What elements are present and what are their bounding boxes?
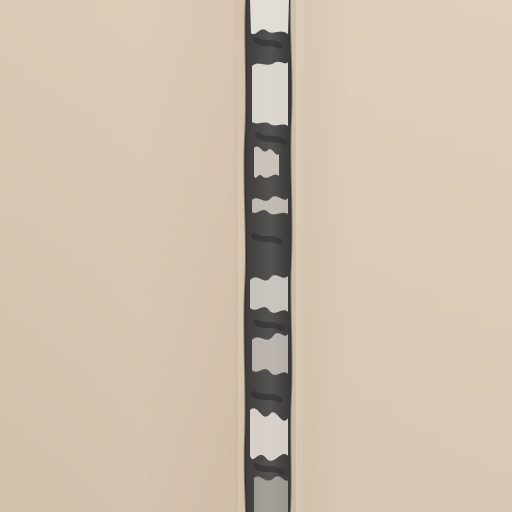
right-edge-glow <box>296 0 306 512</box>
vertical-paint-strip <box>240 0 296 512</box>
worn-patch-top <box>250 0 289 34</box>
worn-patch-upper <box>252 62 288 126</box>
left-wall-surface <box>0 0 238 512</box>
worn-patch-lower-mid <box>252 333 288 375</box>
worn-patch-mid <box>250 275 288 313</box>
worn-patch-bottom <box>254 476 288 512</box>
strip-left-edge <box>244 0 246 512</box>
right-wall-surface <box>292 0 512 512</box>
